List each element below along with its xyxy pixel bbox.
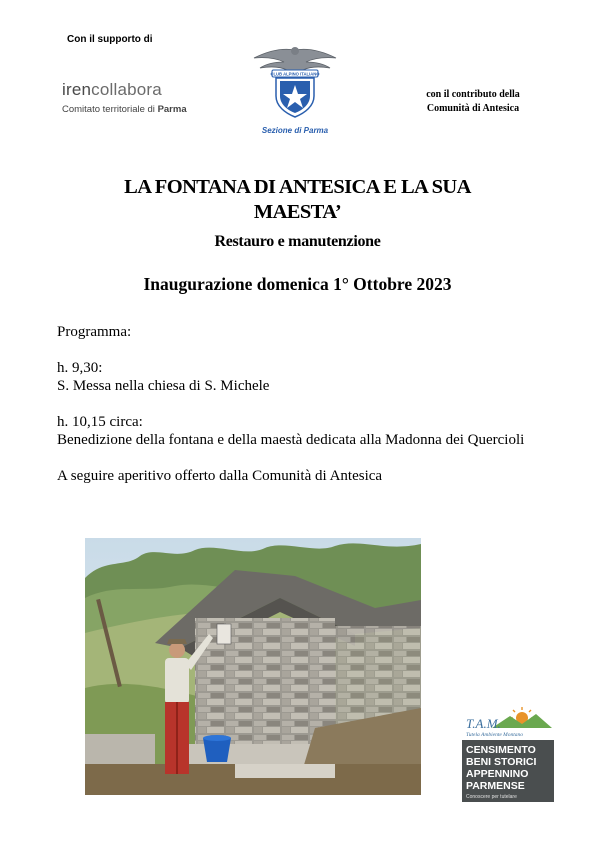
program-heading: Programma: [57,324,132,340]
inauguration-date: Inaugurazione domenica 1° Ottobre 2023 [143,274,452,294]
fountain-restoration-image [85,538,421,795]
event-subtitle: Restauro e manutenzione [214,233,381,250]
cai-logo [250,44,340,135]
cai-eagle-shield-icon [250,44,340,120]
support-label: Con il supporto di [67,34,153,45]
event-title-line-1: LA FONTANA DI ANTESICA E LA SUA [124,176,471,198]
program-item-2-description: Benedizione della fontana e della maestà dedicata alla Madonna dei Quercioli [57,432,525,448]
event-title-line-2: MAESTA’ [253,201,342,223]
iren-collabora-logo [62,80,192,124]
svg-text:CENSIMENTO: CENSIMENTO [466,744,536,756]
program-closing: A seguire aperitivo offerto dalla Comunità di Antesica [57,468,383,484]
contribution-text [408,88,538,116]
svg-text:CLUB ALPINO ITALIANO: CLUB ALPINO ITALIANO [270,71,320,77]
svg-text:Tutela Ambiente Montano: Tutela Ambiente Montano [466,732,524,738]
svg-text:Conoscere per tutelare: Conoscere per tutelare [466,794,517,800]
svg-text:T.A.M.: T.A.M. [466,716,501,731]
iren-wordmark: irencollabora [62,80,162,99]
cai-caption: Sezione di Parma [261,126,329,135]
fountain-photo [85,538,421,795]
program-item-1-description: S. Messa nella chiesa di S. Michele [57,378,270,394]
program-item-1-time: h. 9,30: [57,360,103,376]
event-title [60,175,535,225]
svg-text:APPENNINO: APPENNINO [466,768,529,780]
program-section [57,323,537,485]
program-item-2-time: h. 10,15 circa: [57,414,143,430]
svg-text:PARMENSE: PARMENSE [466,780,525,792]
svg-text:BENI STORICI: BENI STORICI [466,756,537,768]
iren-subtitle: Comitato territoriale di Parma [62,104,187,115]
tam-logo-graphic [462,704,554,802]
tam-census-logo [462,704,554,802]
contribution-line-1: con il contributo della [426,89,520,100]
contribution-line-2: Comunità di Antesica [426,103,520,114]
